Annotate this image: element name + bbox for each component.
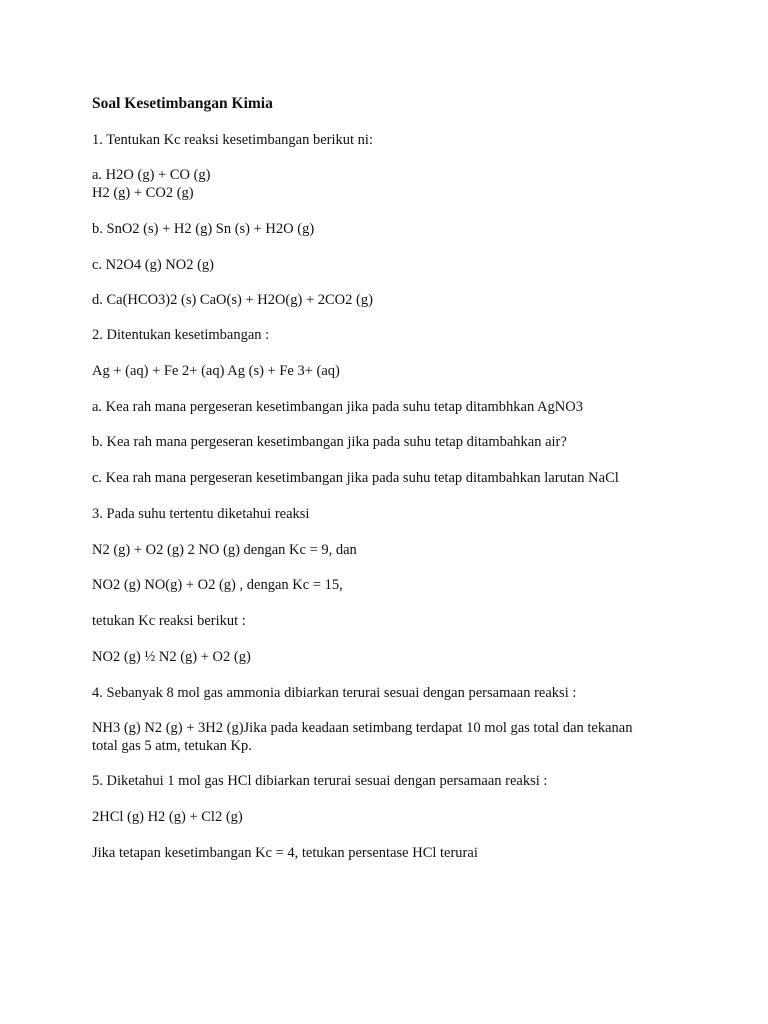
q3-reaction2: NO2 (g) NO(g) + O2 (g) , dengan Kc = 15, — [92, 577, 343, 593]
q2-b: b. Kea rah mana pergeseran kesetimbangan jika pada suhu tetap ditambahkan air? — [92, 434, 567, 450]
q4-line2: total gas 5 atm, tetukan Kp. — [92, 738, 252, 754]
q1-c: c. N2O4 (g) NO2 (g) — [92, 257, 215, 273]
q2-prompt: 2. Ditentukan kesetimbangan : — [92, 327, 270, 343]
q3-target: NO2 (g) ½ N2 (g) + O2 (g) — [92, 649, 251, 665]
q3-reaction1: N2 (g) + O2 (g) 2 NO (g) dengan Kc = 9, dan — [92, 542, 357, 558]
q1-a-line2: H2 (g) + CO2 (g) — [92, 185, 194, 201]
q5-prompt: 5. Diketahui 1 mol gas HCl dibiarkan terurai sesuai dengan persamaan reaksi : — [92, 773, 548, 789]
q1-a-line1: a. H2O (g) + CO (g) — [92, 167, 211, 183]
q5-reaction: 2HCl (g) H2 (g) + Cl2 (g) — [92, 809, 243, 825]
q4-line1: NH3 (g) N2 (g) + 3H2 (g)Jika pada keadaan setimbang terdapat 10 mol gas total dan tekanan — [92, 720, 633, 736]
q1-d: d. Ca(HCO3)2 (s) CaO(s) + H2O(g) + 2CO2 (g) — [92, 292, 373, 308]
q1-prompt: 1. Tentukan Kc reaksi kesetimbangan berikut ni: — [92, 132, 373, 148]
q4-prompt: 4. Sebanyak 8 mol gas ammonia dibiarkan terurai sesuai dengan persamaan reaksi : — [92, 685, 577, 701]
document-title: Soal Kesetimbangan Kimia — [92, 95, 273, 112]
q2-reaction: Ag + (aq) + Fe 2+ (aq) Ag (s) + Fe 3+ (aq) — [92, 363, 340, 379]
q3-instruction: tetukan Kc reaksi berikut : — [92, 613, 246, 629]
q1-b: b. SnO2 (s) + H2 (g) Sn (s) + H2O (g) — [92, 221, 315, 237]
q3-prompt: 3. Pada suhu tertentu diketahui reaksi — [92, 506, 310, 522]
q2-c: c. Kea rah mana pergeseran kesetimbangan jika pada suhu tetap ditambahkan larutan NaCl — [92, 470, 619, 486]
q2-a: a. Kea rah mana pergeseran kesetimbangan jika pada suhu tetap ditambhkan AgNO3 — [92, 399, 583, 415]
q5-question: Jika tetapan kesetimbangan Kc = 4, tetukan persentase HCl terurai — [92, 845, 478, 861]
